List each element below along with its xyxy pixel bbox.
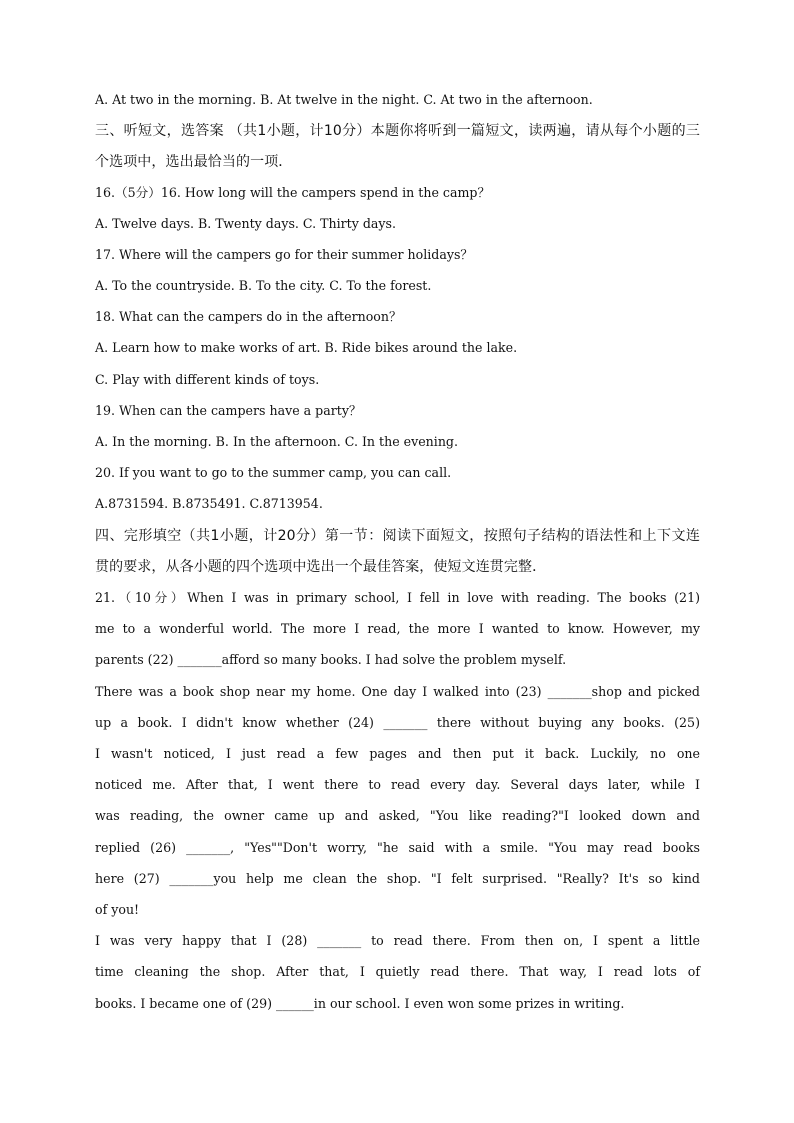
section3-heading: 三、听短文，选答案 （共1小题，计10分）本题你将听到一篇短文，读两遍，请从每个小题的三 [95,123,700,139]
section3-heading-cont: 个选项中，选出最恰当的一项． [95,154,293,170]
passage-line: time cleaning the shop. After that, I quietly read there. That way, I read lots of [95,964,700,979]
passage-line: parents (22) _______afford so many books. I had solve the problem myself. [95,652,567,667]
passage-line: of you! [95,902,140,917]
q17-stem: 17. Where will the campers go for their summer holidays？ [95,247,474,262]
q17-options: A. To the countryside. B. To the city. C. To the forest. [95,278,432,293]
passage-line: books. I became one of (29) ______in our school. I even won some prizes in writing. [95,996,625,1011]
q16-options: A. Twelve days. B. Twenty days. C. Thirty days. [95,216,397,231]
passage-line: I wasn't noticed, I just read a few pages and then put it back. Luckily, no one [95,746,700,761]
q15-options: A. At two in the morning. B. At twelve in the night. C. At two in the afternoon. [95,92,593,107]
passage-line: up a book. I didn't know whether (24) _______ there without buying any books. (25) [95,715,700,730]
q19-stem: 19. When can the campers have a party？ [95,403,362,418]
q18-stem: 18. What can the campers do in the afternoon？ [95,309,402,324]
q16-stem: 16.（5分）16. How long will the campers spend in the camp？ [95,185,491,200]
q18-options-ab: A. Learn how to make works of art. B. Ride bikes around the lake. [95,340,518,355]
passage-line: I was very happy that I (28) _______ to read there. From then on, I spent a little [95,933,700,948]
q20-options: A.8731594. B.8735491. C.8713954. [95,496,323,511]
q19-options: A. In the morning. B. In the afternoon. C. In the evening. [95,434,458,449]
passage-line: noticed me. After that, I went there to read every day. Several days later, while I [95,777,700,792]
section4-heading: 四、完形填空（共1小题，计20分）第一节：阅读下面短文，按照句子结构的语法性和上下文连 [95,528,700,544]
q18-option-c: C. Play with different kinds of toys. [95,372,320,387]
passage-line: 21.（10分）When I was in primary school, I fell in love with reading. The books (21) [95,590,700,605]
passage-line: replied (26) _______, "Yes""Don't worry, "he said with a smile. "You may read books [95,840,700,855]
passage-line: There was a book shop near my home. One day I walked into (23) _______shop and picked [95,684,700,699]
passage-line: was reading, the owner came up and asked, "You like reading?"I looked down and [95,808,700,823]
section4-heading-cont: 贯的要求，从各小题的四个选项中选出一个最佳答案，使短文连贯完整． [95,559,547,575]
q20-stem: 20. If you want to go to the summer camp, you can call. [95,465,452,480]
passage-line: here (27) _______you help me clean the shop. "I felt surprised. "Really? It's so kind [95,871,700,886]
passage-line: me to a wonderful world. The more I read, the more I wanted to know. However, my [95,621,700,636]
